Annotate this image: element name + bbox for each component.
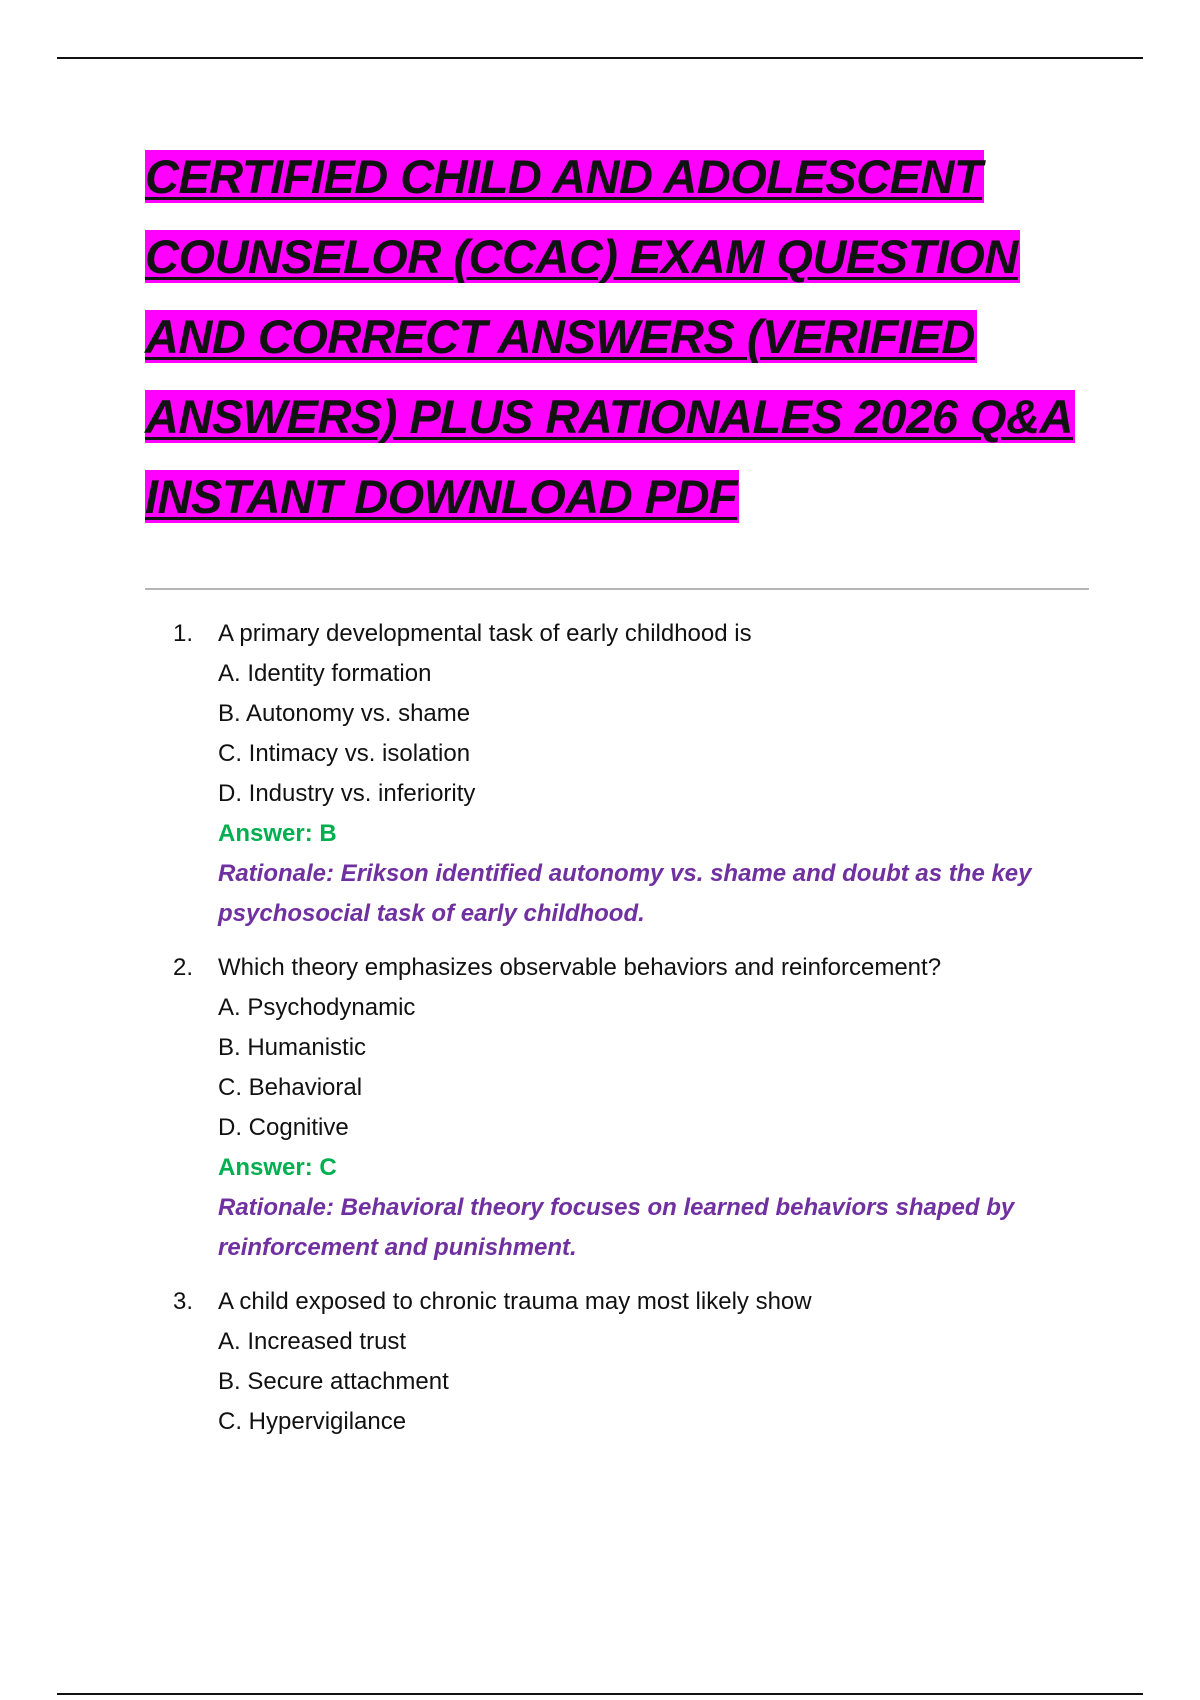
bottom-rule <box>57 1693 1143 1695</box>
answer-option: B. Secure attachment <box>218 1368 449 1395</box>
answer-option: B. Humanistic <box>218 1034 367 1061</box>
title-line: COUNSELOR (CCAC) EXAM QUESTION <box>145 230 1018 283</box>
question-list <box>145 614 1095 1456</box>
answer-option: D. Industry vs. inferiority <box>218 780 476 807</box>
title-line: CERTIFIED CHILD AND ADOLESCENT <box>145 150 983 203</box>
question-2 <box>145 948 1095 1268</box>
answer-option: C. Hypervigilance <box>218 1408 407 1435</box>
answer-option: C. Behavioral <box>218 1074 363 1101</box>
answer-option: A. Psychodynamic <box>218 994 416 1021</box>
question-1 <box>145 614 1095 934</box>
answer-option: C. Intimacy vs. isolation <box>218 740 471 767</box>
question-text: A child exposed to chronic trauma may most likely show <box>218 1288 812 1315</box>
title-line: ANSWERS) PLUS RATIONALES 2026 Q&A <box>145 390 1073 443</box>
top-rule <box>57 57 1143 59</box>
question-text: A primary developmental task of early childhood is <box>218 620 752 647</box>
correct-answer: Answer: B <box>218 820 337 847</box>
question-3 <box>145 1282 1095 1442</box>
rationale: Rationale: Behavioral theory focuses on learned behaviors shaped by reinforcement and punishment. <box>218 1194 1015 1261</box>
section-separator <box>145 588 1089 590</box>
title-line: INSTANT DOWNLOAD PDF <box>145 470 738 523</box>
rationale: Rationale: Erikson identified autonomy vs. shame and doubt as the key psychosocial task of early childhood. <box>218 860 1032 927</box>
answer-option: A. Increased trust <box>218 1328 407 1355</box>
document-title <box>145 144 1095 544</box>
question-number: 2. <box>173 954 194 981</box>
question-text: Which theory emphasizes observable behaviors and reinforcement? <box>218 954 942 981</box>
question-number: 3. <box>173 1288 194 1315</box>
answer-option: D. Cognitive <box>218 1114 349 1141</box>
answer-option: A. Identity formation <box>218 660 432 687</box>
correct-answer: Answer: C <box>218 1154 337 1181</box>
title-line: AND CORRECT ANSWERS (VERIFIED <box>145 310 975 363</box>
question-number: 1. <box>173 620 194 647</box>
answer-option: B. Autonomy vs. shame <box>218 700 471 727</box>
